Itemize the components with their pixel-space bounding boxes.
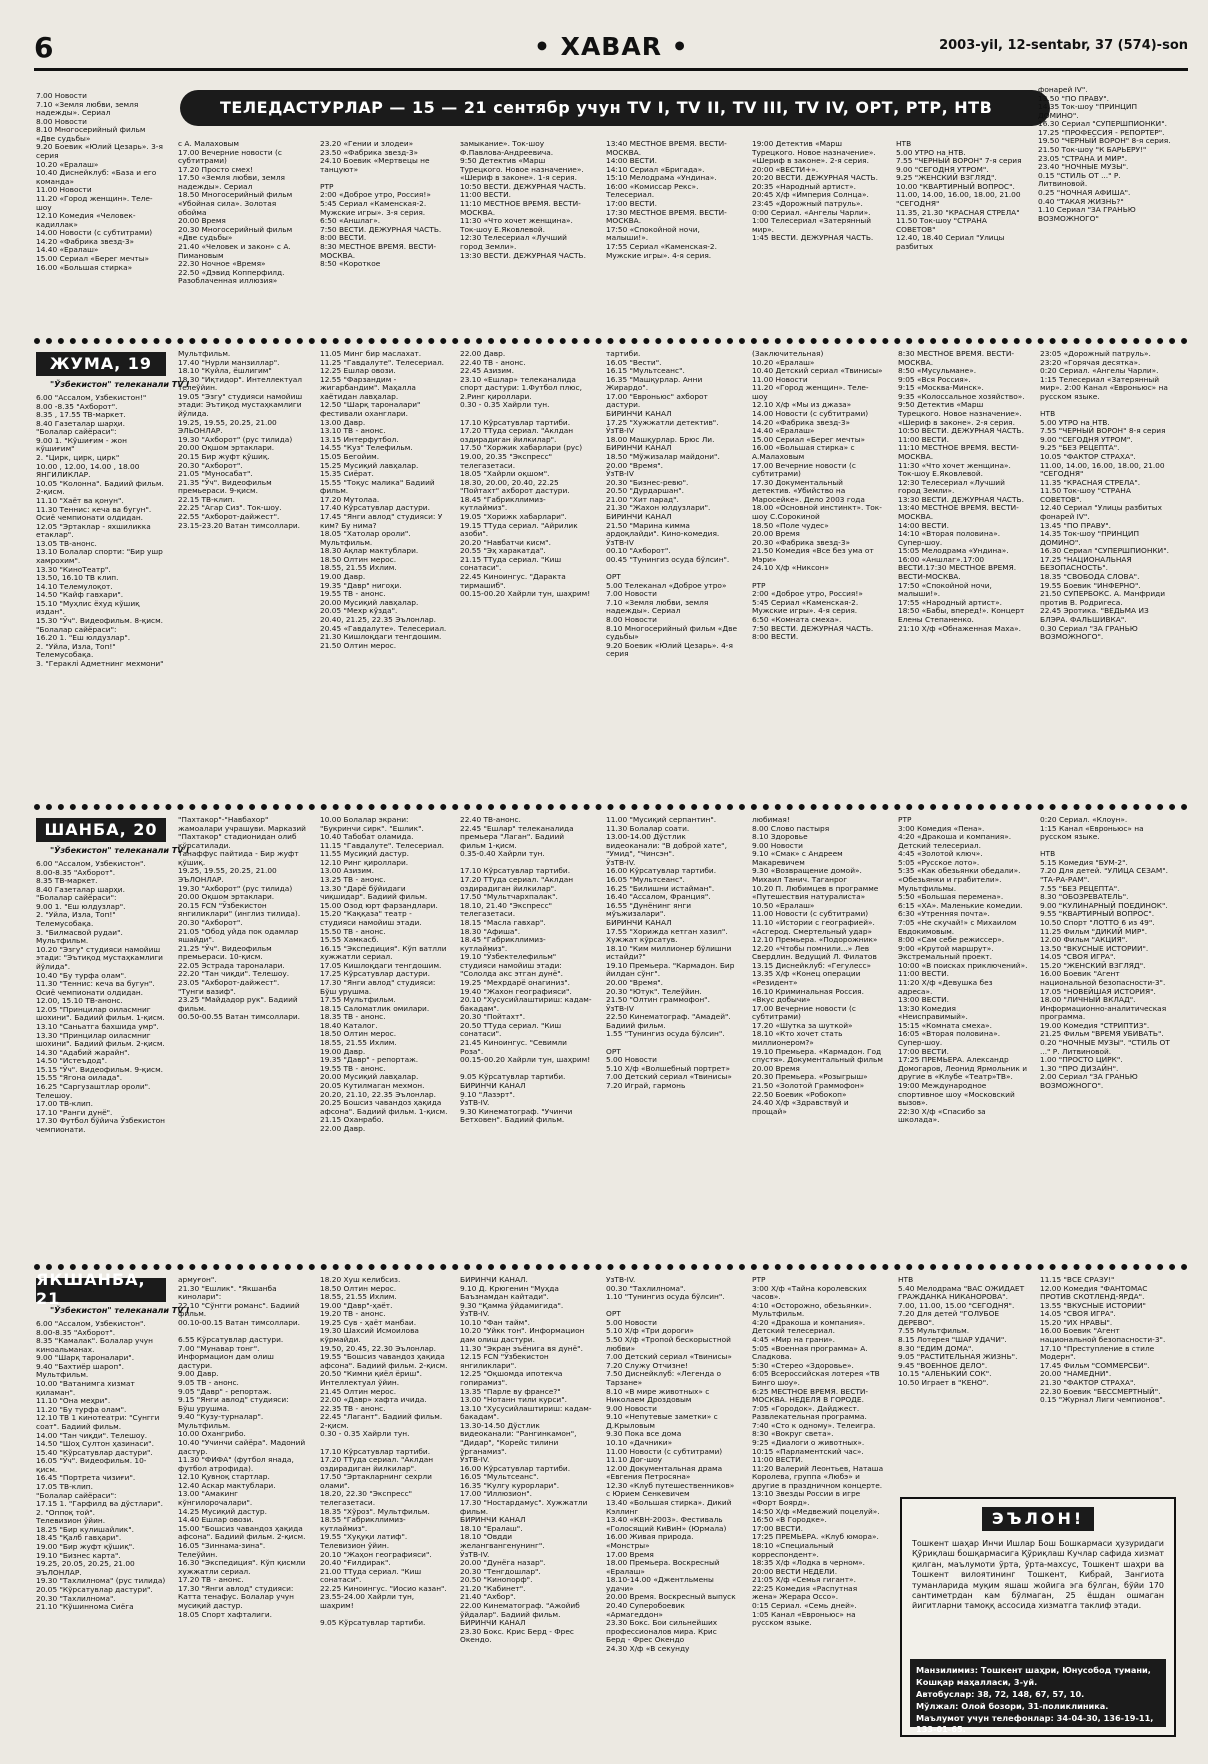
- sun-col-7: НТВ 5.40 Мелодрама "ВАС ОЖИДАЕТ ГРАЖДАНКА НИКАНОРОВА". 7.00, 11.00, 15.00 "СЕГОДНЯ". 7.20 Для детей "ГОЛУБОЕ ДЕРЕВО". 7.55 Мультфильм. 8.15 Лотерея "ШАР УДАЧИ". 8.30 "ЕДИМ ДОМА". 9.05 "РАСТИТЕЛЬНАЯ ЖИЗНЬ". 9.45 "ВОЕННОЕ ДЕЛО". 10.15 "АЛЕНЬКИЙ СОК". 10.50 Играет в "КЕНО".: [898, 1276, 1025, 1387]
- day-header-saturday: ШАНБА, 20: [36, 818, 166, 842]
- divider-friday: [34, 338, 1188, 344]
- announcement-bus: Автобуслар: 38, 72, 148, 67, 57, 10.: [916, 1688, 1085, 1699]
- channel-uz1-sunday: "Ўзбекистон" телеканали TV I: [50, 1306, 190, 1315]
- thu-col-1: 7.00 Новости 7.10 «Земля любви, земля надежды». Сериал 8.00 Новости 8.10 Многосерийный фильм «Две судьбы» 9.20 Боевик «Юлий Цезарь». 3-я серия 10.20 «Ералаш» 10.40 Диснейклуб: «База и его команда» 11.00 Новости 11.20 «Город женщин». Теле-шоу 12.10 Комедия «Человек-кадиллак» 14.00 Новости (с субтитрами) 14.20 «Фабрика звезд-3» 14.40 «Ералаш» 15.00 Сериал «Берег мечты» 16.00 «Большая стирка»: [36, 92, 163, 272]
- announcement-phones: 34-04-30, 136-19-11, 133-01-65.: [916, 1712, 1154, 1735]
- sun-col-5: ЎзТВ-IV. 00.30 "Тахлилнома". 1.10 "Тунингиз осуда бўлсин". ОРТ 5.00 Новости 5.10 Х/ф «Три дороги» 5.50 Х/ф «Тропой бескорыстной любви» 7.00 Детский сериал «Твинисы» 7.20 Служу Отчизне! 7.50 Диснейклуб: «Легенда о Тарзане» 8.10 «В мире животных» с Николаем Дроздовым 9.00 Новости 9.10 «Непутевые заметки» с Д.Крыловым 9.30 Пока все дома 10.10 «Дачники» 11.00 Новости (с субтитрами) 11.10 Дог-шоу 12.00 Документальная драма «Евгения Петросяна» 12.30 «Клуб путешественников» с Юрием Сенкевичем 13.40 «Большая стирка». Дикий Кэллинг 13.40 «КВН-2003». Фестиваль «Голосящий КиВиН» (Юрмала) 16.00 Живая природа. «Монстры» 17.00 Время 18.00 Премьера. Воскресный «Ералаш» 18.10-14.00 «Джентльмены удачи» 20.00 Время. Воскресный выпуск 20.40 Суперобоевик «Армагеддон» 23.30 Бокс. Бои сильнейших профессионалов мира. Крис Берд - Фрес Окендо 24.30 Х/ф «В секунду: [606, 1276, 736, 1653]
- announcement-title: ЭЪЛОН!: [982, 1507, 1094, 1531]
- schedule-banner: ТЕЛЕДАСТУРЛАР — 15 — 21 сентябр учун TV I, TV II, TV III, TV IV, ОРТ, РТР, НТВ: [180, 90, 1050, 126]
- announcement-phones-label: Маълумот учун телефонлар:: [916, 1712, 1054, 1723]
- channel-uz1-friday: "Ўзбекистон" телеканали TV I: [50, 380, 190, 389]
- thu-col-6: 19:00 Детектив «Марш Турецкого. Новое назначение». «Шериф в законе». 2-я серия. 20:00 «ВЕСТИ+». 20:20 ВЕСТИ. ДЕЖУРНАЯ ЧАСТЬ. 20:35 «Народный артист». 20:45 Х/ф «Империя Солнца». 23:45 «Дорожный патруль». 0:00 Сериал. «Ангелы Чарли». 1:00 Телесериал «Затерянный мир». 1:45 ВЕСТИ. ДЕЖУРНАЯ ЧАСТЬ.: [752, 140, 878, 243]
- divider-sunday: [34, 1264, 1188, 1270]
- sun-col-6: РТР 3:00 Х/ф «Тайна королевских часов». 4:10 «Осторожно, обезьянки». Мультфильм. 4:20 «Дракоша и компания». Детский телесериал. 4:45 «Мир на грани». 5:05 «Военная программа» А. Сладкова. 5:30 «Стерео «Здоровье». 6:05 Всероссийская лотерея «ТВ Бинго шоу». 6:25 МЕСТНОЕ ВРЕМЯ. ВЕСТИ-МОСКВА. НЕДЕЛЯ В ГОРОДЕ. 7:05 «Городок». Дайджест. Развлекательная программа. 7:40 «Сто к одному». Телеигра. 8:30 «Вокруг света». 9:25 «Диалоги о животных». 10:15 «Парламентский час». 11:00 ВЕСТИ. 11:20 Валерий Леонтьев, Наташа Королева, группа «Любэ» и другие в праздничном концерте. 13:10 Звезды России в игре «Форт Боярд». 14:50 Х/ф «Медвежий поцелуй». 16:50 «В Городке». 17:00 ВЕСТИ. 17:25 ПРЕМЬЕРА. «Клуб юмора». 18:10 «Специальный корреспондент». 18:35 Х/ф «Лодка в черном». 20:00 ВЕСТИ НЕДЕЛИ. 21:05 Х/ф «Семья гигант». 22:25 Комедия «Распутная жена» Жерара Оссо». 0:15 Сериал. «Семь дней». 1:05 Канал «Евроньюс» на русском языке.: [752, 1276, 884, 1628]
- divider-saturday: [34, 804, 1188, 810]
- sat-col-5: 11.00 "Мусиқий серпантин". 11.30 Болалар соати. 13.00-14.00 Дўстлик видеоканали: "В доброй хате", "Умид", "Чинсэн". ЎзТВ-IV. 16.00 Кўрсатувлар тартиби. 16.05 "Мультсеанс". 16.25 "Билишни истайман". 16.40 "Ассалом, Франция". 16.55 "Дунёнинг янги мўъжизалари". БИРИНЧИ КАНАЛ 17.55 "Хорижда кетган хазил". Хужжат кўрсатув. 18.10 "Ким миллионер бўлишни истайди?" 19.10 Премьера. "Кармадон. Бир йилдан сўнг". 20.00 "Время". 20.30 "Ютук". Телеўйин. 21.50 "Олтин граммофон". ЎзТВ-IV 22.50 Кинематограф. "Амадей". Бадиий фильм. 1.55 "Тунингиз осуда бўлсин". ОРТ 5.00 Новости 5.10 Х/ф «Волшебный портрет» 7.00 Детский сериал «Твинисы» 7.20 Играй, гармонь: [606, 816, 735, 1090]
- sun-col-2: армуғон". 21.30 "Ешлик". "Якшанба кинолари": 22.10 "Сўнгги романс". Бадиий фильм. 00.10-00.15 Ватан тимсоллари. 6.55 Кўрсатувлар дастури. 7.00 "Мунавар тонг". Информацион дам олиш дастури. 9.00 Давр. 9.05 ТВ - анонс. 9.05 "Давр" - репортаж. 9.15 "Янги авлод" студияси: Бўш урушма. 9.40 "Кузу-турналар". Мультфильм. 10.00 Охангрибо. 10.40 "Учинчи сайёра". Мадоний дастур. 11.30 "ФИФА" (футбол янада, футбол атрофида). 12.10 Қувноқ стартлар. 12.40 Аскар мактублари. 13.00 "Амакинг кўнгилорочалари". 14.25 Мусиқий дастур. 14.40 Ешлар овози. 15.00 "Бошсиз чавандоз ҳақида афсона". Бадиий фильм. 2-қисм. 16.05 "Зиннама-зина". Телеўйин. 16.30 "Экспедиция". Кўп қисмли хужжатли сериал. 17.20 ТВ - анонс. 17.30 "Янги авлод" студияси: Катта тенафус. Болалар учун мусиқий дастур. 18.05 Спорт хафталиги.: [178, 1276, 306, 1619]
- header-rule: [34, 68, 1188, 71]
- fri-col-1: 6.00 "Ассалом, Ўзбекистон!" 8.00 -8.35 "Ахборот". 8.35 , 17.55 ТВ-маркет. 8.40 Газеталар шарҳи. "Болалар сайёраси": 9.00 1. "Кўшиғим - жон кўшиғим" 2. "Цирк, цирк, цирк" 10.00 , 12.00, 14.00 , 18.00 ЯНГИЛИКЛАР. 10.05 "Колонна". Бадиий фильм. 2-қисм. 11.10 "Хаёт ва қонун". 11.30 Теннис: кеча ва бугун". Осиё чемпионати олдидан. 12.05 "Эртаклар - яхшиликка етаклар". 13.05 ТВ-анонс. 13.10 Болалар спорти: "Бир ушр хамрохим". 13.30 "КиноТеатр". 13.50, 16.10 ТВ клип. 14.10 Телемулоқот. 14.50 "Кайф гавхари". 15.10 "Муҳлис ёхуд кўшиқ издан". 15.30 "Ўч". Видеофильм. 8-қисм. "Болалар сайёраси": 16.20 1. "Еш юлдузлар". 2. "Уйла, Изла, Топ!" Телемусобақа. 3. "Гераклі Адметнинг мехмони": [36, 394, 164, 668]
- sat-col-6: любимая! 8.00 Слово пастыря 8.10 Здоровье 9.00 Новости 9.10 «Смак» с Андреем Макаревичем 9.30 «Возвращение домой». Михаил Танич. Таганрог 10.20 П. Любимцев в программе «Путешествия натуралиста» 10.50 «Ералаш» 11.00 Новости (с субтитрами) 11.10 «Истории с географией». «Асгерод. Смертельный удар» 12.10 Премьера. «Подорожник» 12.20 «Чтобы помнили...» Лев Свердлин. Ведущий Л. Филатов 13.15 Диснейклуб: «Гегулесс» 13.35 Х/ф «Конец операции «Резидент» 16.10 Криминальная Россия. «Вкус добычи» 17.00 Вечерние новости (с субтитрами) 17.20 «Шутка за шуткой» 18.10 «Кто хочет стать миллионером?» 19.10 Премьера. «Кармадон. Год спустя». Документальный фильм 20.00 Время 20.30 Премьера. «Розыгрыш» 21.50 «Золотой Граммофон» 22.50 Боевик «Робокоп» 24.40 Х/ф «Здравствуй и прощай»: [752, 816, 883, 1116]
- sat-col-3: 10.00 Болалар экрани: "Букринчи сирк". "Ешлик". 10.40 Табобат оламида. 11.15 "Гавдалуте". Телесериал. 11.55 Мусиқий дастур. 12.10 Ринг қироллари. 13.00 Азизим. 13.25 ТВ - анонс. 13.30 "Дарё бўйидаги чиқшидар". Бадиий фильм. 15.00 Озод юрт фарзандлари. 15.20 "Каққаза" театр - студияси намойиш этади. 15.50 ТВ - анонс. 15.55 Хамкасб. 16.15 "Экспедиция". Кўп ватлли хужжатли сериал. 17.05 Кишлоқдаги тенгдошим. 17.25 Кўрсатувлар дастури. 17.30 "Янги авлод" студияси: Бўш урушма. 17.55 Мультфильм. 18.15 Саломатлик омилари. 18.35 ТВ - анонс. 18.40 Каталог. 18.50 Олтин мерос. 18.55, 21.55 Ихлим. 19.00 Давр. 19.35 "Давр" - репортаж. 19.55 ТВ - анонс. 20.00 Мусиқий лавҳалар. 20.05 Кутилмаган мехмон. 20.20, 21.10, 22.35 Эълонлар. 20.25 Бошсиз чавандоз ҳақида афсона". Бадиий фильм. 1-қисм. 21.15 Оханрабо. 22.00 Давр.: [320, 816, 448, 1133]
- fri-col-4: 22.00 Давр. 22.40 ТВ - анонс. 22.45 Азизим. 23.10 «Ешлар» телеканалида спорт дастури: 1.Футбол плюс, 2.Ринг қироллари. 0.30 - 0.35 Хайрли тун. 17.10 Кўрсатувлар тартиби. 17.20 ТТуда сериал. "Аклдан оздирадиган йилкилар". 17.50 "Хоржик хабарлари (рус) 19.00, 20.35 "Экспресс" телегазетаси. 18.05 "Хайрли оқшом". 18.30, 20.00, 20.40, 22.25 "Пойтахт" ахборот дастури. 18.45 "Габрикллимиз-кутлаймиз". 19.05 "Хорижк хабарлари". 19.15 ТТуда сериал. "Айрилик азоби". 20.20 "Навбатчи кисм". 20.55 "Эҳ харакатда". 21.15 ТТуда сериал. "Киш сонатаси". 22.45 Киноингус. "Даракта тирмашиб". 00.15-00.20 Хайрли тун, шаҳрим!: [460, 350, 591, 599]
- page-header: [34, 30, 1188, 66]
- announcement-body: Тошкент шаҳар Инчи Ишлар Бош Бошкармаси ҳузуридаги Қўриқлаш бошқармасига Қўриқлаш Кучлар сафида хизмат қилган, маълумоти ўрта, ўрта-махсус, Тошкент шаҳри ва Тошкент вилоятининг Тошкент, Кибрай, Зангиота туманларида муқим яшаш жойига эга бўлган, бўйи 170 сантиметрдан кам бўлмаган, 25 ёшдан ошмаган йигитларни тамоққ ассосида хизматга таклиф этади.: [912, 1539, 1164, 1611]
- thu-col-5: 13:40 МЕСТНОЕ ВРЕМЯ. ВЕСТИ-МОСКВА. 14:00 ВЕСТИ. 14:10 Сериал «Бригада». 15:10 Мелодрама «Ундина». 16:00 «Комиссар Рекс». Телесериал. 17:00 ВЕСТИ. 17:30 МЕСТНОЕ ВРЕМЯ. ВЕСТИ-МОСКВА. 17:50 «Спокойной ночи, малыши!». 17:55 Сериал «Каменская-2. Мужские игры». 4-я серия.: [606, 140, 727, 260]
- fri-col-3: 11.05 Минг бир маслахат. 11.25 "Гавдалуте". Телесериал. 12.25 Ешлар овози. 12.55 "Фарзандим - жигарбандим". Маҳалла хаётидан лавҳалар. 12.50 "Шарқ тароналари" фестивали оханглари. 13.00 Давр. 13.10 ТВ - анонс. 13.15 Интерфутбол. 14.55 "Куз" Телефильм. 15.05 Бегойим. 15.25 Мусиқий лавҳалар. 15.35 Сиёрат. 15.55 "Тоқус малика" Бадиий фильм. 17.20 Мутолаа. 17.40 Кўрсатувлар дастури. 17.45 "Янги авлод" студияси: У ким? Бу нима? 18.05 "Хатолар ороли". Мультфильм. 18.30 Ақлар мактублари. 18.50 Олтин мерос. 18.55, 21.55 Ихлим. 19.00 Давр. 19.35 "Давр" нигоҳи. 19.55 ТВ - анонс. 20.00 Мусиқий лавҳалар. 20.05 "Мехр кўзда". 20.40, 21.25, 22.35 Эълонлар. 20.45 «Гавдалуте». Телесериал. 21.30 Кишлоқдаги тенгдошим. 21.50 Олтин мерос.: [320, 350, 447, 650]
- sat-col-1: 6.00 "Ассалом, Ўзбекистон". 8.00-8.35 "Ахборот". 8.35 ТВ-маркет. 8.40 Газеталар шарҳи. "Болалар сайёраси": 9.00 1. "Еш юлдузлар". 2. "Уйла, Изла, Топ!" Телемусобақа. 3. "Билмасвой рудаи". Мультфильм. 10.20 "Эзгу" студияси намойиш этади: "Эътиқод мустаҳкамлиги йўлида". 10.40 "Бу турфа олам". 11.30 "Теннис: кеча ва бугун". Осиё чемпионати олдидан. 12.00, 15.10 ТВ-анонс. 12.05 "Принцилар оилаcмниг шохини". Бадиий фильм. 1-қисм. 13.10 "Саньатга бахшида умр". 13.30 "Принцилар оилаcмниг шохини". Бадиий фильм. 2-қисм. 14.30 "Адабий жарайн". 14.50 "Истеъдод". 15.15 "Ўч". Видеофильм. 9-қисм. 15.55 "Ягона оилада". 16.25 "Саргузаштлар ороли". Телешоу. 17.00 ТВ-клип. 17.10 "Ранги дунё". 17.30 Футбол бўйича Ўзбекистон чемпионати.: [36, 860, 166, 1134]
- sat-col-2: "Пахтакор"-"Навбахор" жамоалари учрашуви. Марказий "Пахтакор" стадионидан олиб кўрсатилади. Танаффус пайтида - Бир жуфт қўшиқ. 19.25, 19.55, 20.25, 21.00 ЭЪЛОНЛАР. 19.30 "Ахборот" (рус тилида) 20.00 Оқшом эртаклари. 20.15 FCN "Ўзбекистон янгиликлари" (инглиз тилида). 20.30 "Ахборот". 21.05 "Обод уйда пок одамлар яшайди". 21.25 "Ўч". Видеофильм премьераси. 10-қисм. 22.05 Эстрада тароналари. 22.20 "Тан чиқди". Телешоу. 23.05 "Ахборот-дайжест". "Тунги вазиф". 23.25 "Майдадор рук". Бадиий фильм. 00.50-00.55 Ватан тимсоллари.: [178, 816, 306, 1022]
- issue-info: 2003-yil, 12-sentabr, 37 (574)-son: [939, 38, 1188, 53]
- fri-col-5: тартиби. 16.05 "Вести". 16.15 "Мультсеанс". 16.35 "Машқурлар. Анни Жирардо". 17.00 "Евроньюс" ахборот дастури. БИРИНЧИ КАНАЛ 17.25 "Хужжатли детектив". ЎзТВ-IV 18.00 Машқурлар. Брюс Ли. БИРИНЧИ КАНАЛ 18.50 "Мўжизалар майдони". 20.00 "Время". ЎзТВ-IV 20.30 "Бизнес-ревю". 20.50 "Дурдаршан". 21.00 "Хит парад". 21.30 "Жахон юлдузлари". БИРИНЧИ КАНАЛ 21.50 "Марина кимма ардоқлайди". Кино-комедия. ЎзТВ-IV 00.10 "Ахборот". 00.45 "Тунингиз осуда бўлсин". ОРТ 5.00 Телеканал «Доброе утро» 7.00 Новости 7.10 «Земля любви, земля надежды». Сериал 8.00 Новости 8.10 Многосерийный фильм «Две судьбы» 9.20 Боевик «Юлий Цезарь». 4-я серия: [606, 350, 737, 659]
- announcement-landmark: Мўлжал: Олой бозори, 31-поликлиника.: [916, 1700, 1109, 1711]
- sun-col-8: 11.15 "ВСЕ СРАЗУ!" 12.00 Комедия "ФАНТОМАС ПРОТИВ СКОТЛЕНД-ЯРДА". 13.55 "ВКУСНЫЕ ИСТОРИИ" 14.05 "СВОЯ ИГРА". 15.20 "ИХ НРАВЫ". 16.00 Боевик "Агент национальной безопасности-3". 17.10 "Преступление в стиле Модерн". 17.45 Фильм "СОММЕРСБИ". 20.00 "НАМЕДНИ". 21.30 "ФАКТОР СТРАХА". 22.30 Боевик "БЕССМЕРТНЫЙ". 0.15 "Журнал Лиги чемпионов".: [1040, 1276, 1166, 1405]
- page-number: 6: [34, 31, 54, 64]
- announcement-address: Манзилимиз: Тошкент шаҳри, Юнусобод тумани, Кошқар маҳалласи, 3-уй.: [916, 1665, 1151, 1687]
- masthead: • XABAR •: [534, 32, 689, 61]
- fri-col-6: (Заключительная) 10.20 «Ералаш» 10.40 Детский сериал «Твинисы» 11.00 Новости 11.20 «Город женщин». Теле-шоу 12.10 Х/ф «Мы из джаза» 14.00 Новости (с субтитрами) 14.20 «Фабрика звезд-3» 14.40 «Ералаш» 15.00 Сериал «Берег мечты» 16.00 «Большая стирка» с А.Малаховым 17.00 Вечерние новости (с субтитрами) 17.30 Документальный детектив. «Убийство на Маросейке». Дело 2003 года 18.00 «Основной инстинкт». Ток-шоу С.Сорокиной 18.50 «Поле чудес» 20.00 Время 20.30 «Фабрика звезд-3» 21.50 Комедия «Все без ума от Мэри» 24.10 Х/ф «Никсон» РТР 2:00 «Доброе утро, Россия!» 5:45 Сериал «Каменская-2. Мужские игры». 4-я серия. 6:50 «Комната смеха». 7:50 ВЕСТИ. ДЕЖУРНАЯ ЧАСТЬ. 8:00 ВЕСТИ.: [752, 350, 883, 642]
- thu-col-7: НТВ 5.00 УТРО на НТВ. 7.55 "ЧЕРНЫЙ ВОРОН" 7-я серия 9.00 "СЕГОДНЯ УТРОМ". 9.25 "ЖЕНСКИЙ ВЗГЛЯД". 10.00 "КВАРТИРНЫЙ ВОПРОС". 11.00, 14.00, 16.00, 18.00, 21.00 "СЕГОДНЯ" 11.35, 21.30 "КРАСНАЯ СТРЕЛА" 11.50 Ток-шоу "СТРАНА СОВЕТОВ" 12.40, 18.40 Сериал "Улицы разбитых: [896, 140, 1022, 251]
- channel-uz1-saturday: "Ўзбекистон" телеканали TV I: [50, 846, 190, 855]
- fri-col-8: 23:05 «Дорожный патруль». 23:20 «Горячая десятка». 0:20 Сериал. «Ангелы Чарли». 1:15 Телесериал «Затерянный мир». 2:00 Канал «Евроньюс» на русском языке. НТВ 5.00 УТРО на НТВ. 7.55 "ЧЕРНЫЙ ВОРОН" 8-я серия 9.00 "СЕГОДНЯ УТРОМ". 9.25 "БЕЗ РЕЦЕПТА". 10.05 "ФАКТОР СТРАХА". 11.00, 14.00, 16.00, 18.00, 21.00 "СЕГОДНЯ" 11.35 "КРАСНАЯ СТРЕЛА". 11.50 Ток-шоу "СТРАНА СОВЕТОВ". 12.40 Сериал "Улицы разбитых фонарей IV". 13.45 "ПО ПРАВУ". 14.35 Ток-шоу "ПРИНЦИП ДОМИНО". 16.30 Сериал "СУПЕРШПИОНКИ". 17.25 "НАЦИОНАЛЬНАЯ БЕЗОПАСНОСТЬ". 18.35 "СВОБОДА СЛОВА". 19.55 Боевик "ИНФЕРНО". 21.50 СУПЕРБОКС. А. Манфриди против В. Родригеса. 22.45 Эротика. "ВЕДЬМА ИЗ БЛЭРА. ФАЛЬШИВКА". 0.30 Сериал "ЗА ГРАНЬЮ ВОЗМОЖНОГО".: [1040, 350, 1169, 642]
- sat-col-4: 22.40 ТВ-анонс. 22.45 "Ешлар" телеканалида премьера "Лаган". Бадиий фильм 1-қисм. 0.35-0.40 Хайрли тун. 17.10 Кўрсатувлар тартиби. 17.20 ТТуда сериал. "Аклдан оздирадиган йилкилар". 17.50 "Мультчархпалак". 18.10, 21.40 "Экспресс" телегазетаси. 18.15 "Масла гавхар". 18.30 "Афиша". 18.45 "Габрикллимиз-кутлаймиз". 19.10 "Ўзбектелефильм" студияси намойиш этади: "Сололда акс этган дунё". 19.25 "Мехрдарё онагиниз". 19.40 "Жахон географияси". 20.10 "Хусусийлаштириш: кадам-бакадам". 20.30 "Пойтахт". 20.50 ТТуда сериал. "Киш сонатаси". 21.45 Киноингус. "Севимли Роза". 00.15-00.20 Хайрли тун, шаҳрим! 9.05 Кўрсатувлар тартиби. БИРИНЧИ КАНАЛ 9.10 "Лазэрт". ЎзТВ-IV. 9.30 Кинематограф. "Учинчи Бетховен". Бадиий фильм.: [460, 816, 592, 1125]
- thu-col-2: с А. Малаховым 17.00 Вечерние новости (с субтитрами) 17.20 Просто смех! 17.50 «Земля любви, земля надежды». Сериал 18.50 Многосерийный фильм «Убойная сила». Золотая обойма 20.00 Время 20.30 Многосерийный фильм «Две судьбы» 21.40 «Человек и закон» с А. Пимановым 22.30 Ночное «Время» 22.50 «Дэвид Копперфилд. Разоблаченная иллюзия»: [178, 140, 293, 286]
- sun-col-3: 18.20 Хуш келибсиз. 18.50 Олтин мерос. 18.55, 21.55 Ихлим. 19.00 "Давр"-ҳаёт. 19.20 ТВ - анонс. 19.25 Сув - ҳаёт манбаи. 19.30 Шахсий Исмоилова кўрмайди. 19.50, 20.45, 22.30 Эълонлар. 19.55 "Бошсиз чавандоз ҳақида афсона". Бадиий фильм. 2-қисм. 20.50 "Кимни қиёл ёриш". Интеллектуал ўйин. 21.45 Олтин мерос. 22.00 «Давр» хафта ичида. 22.35 ТВ - анонс. 22.45 "Лагант". Бадиий фильм. 2-қисм. 0.30 - 0.35 Хайрли тун. 17.10 Кўрсатувлар тартиби. 17.20 ТТуда сериал. "Аклдан оздирадиган йилкилар". 17.50 "Эртакларнинг сехрли олами". 18.20, 22.30 "Экспресс" телегазетаси. 18.35 "Хўроз". Мультфильм. 18.55 "Габрикллимиз-кутлаймиз". 19.55 "Хуқуқи латиф". Телевизион ўйин. 20.10 "Жаҳон географияси". 20.40 "Ғилдирак". 21.00 ТТуда сериал. "Киш сонатаси". 22.25 Киноингус. "Иосио казан". 23.55-24.00 Хайрли тун, шаҳрим! 9.05 Кўрсатувлар тартиби.: [320, 1276, 448, 1628]
- sat-col-7: РТР 3:00 Комедия «Пена». 4:20 «Дракоша и компания». Детский телесериал. 4:45 «Золотой ключ». 5:05 «Русское лото». 5:35 «Как обезьянки обедали». «Обезьянки и грабители». Мультфильмы. 5:50 «Большая перемена». 6:15 «ХА». Маленькие комедии. 6:30 «Утренняя почта». 7:05 «Не скучай!» с Михаилом Евдокимовым. 8:00 «Сам себе режиссер». 9:00 «Крутой маршрут». Экстремальный проект. 10:00 «В поисках приключений». 11:00 ВЕСТИ. 11:20 Х/ф «Девушка без адреса». 13:00 ВЕСТИ. 13:30 Комедия «Неисправимый». 15:15 «Комната смеха». 16:05 «Вторая половина». Супер-шоу. 17:00 ВЕСТИ. 17:25 ПРЕМЬЕРА. Александр Домогаров, Леонид Ярмольник и другие в «Клубе «Театр»ТВ». 19:00 Международное спортивное шоу «Московский вызов». 22:30 Х/ф «Спасибо за школада».: [898, 816, 1028, 1125]
- sat-col-8: 0:20 Сериал. «Клоун». 1:15 Канал «Евроньюс» на русском языке. НТВ 5.15 Комедия "БУМ-2". 7.20 Для детей. "УЛИЦА СЕЗАМ". "ТА-РА-РАМ". 7.55 "БЕЗ РЕЦЕПТА". 8.30 "ОБОЗРЕВАТЕЛЬ". 9.00 "КУЛИНАРНЫЙ ПОЕДИНОК". 9.55 "КВАРТИРНЫЙ ВОПРОС". 10.50 Спорт "ЛОТТО 6 из 49". 11.25 Фильм "ДИКИЙ МИР". 12.00 Фильм "АКЦИЯ". 13.50 "ВКУСНЫЕ ИСТОРИИ". 14.05 "СВОЯ ИГРА". 15.20 "ЖЕНСКИЙ ВЗГЛЯД". 16.00 Боевик "Агент национальной безопасности-3". 17.05 "НОВЕЙШАЯ ИСТОРИЯ". 18.00 "ЛИЧНЫЙ ВКЛАД". Информационно-аналитическая программа. 19.00 Комедия "СТРИПТИЗ". 21.25 Фильм "ВРЕМЯ УБИВАТЬ". 0.20 "НОЧНЫЕ МУЗЫ". "СТИЛЬ ОТ ..." Р. Литвиновой. 1.00 "ПРОСТО ЦИРК". 1.30 "ПРО ДИЗАЙН". 2.00 Сериал "ЗА ГРАНЬЮ ВОЗМОЖНОГО".: [1040, 816, 1170, 1090]
- sun-col-4: БИРИНЧИ КАНАЛ. 9.10 Д. Крюгенин "Муҳда Баъзнамдан кайтади". 9.30 "Қамма ўйдамигида". ЎзТВ-IV. 10.10 "Фан тайм". 10.20 "Уйкк тон". Информацион дам олиш дастури. 11.30 "Экран эъёнига вя дунё". 12.15 FCN "Ўзбекистон янгиликлари". 12.25 "Оқшомда ипотекча гопирамиз". 13.35 "Парле ву франсе?" 13.00 "Нотанн тили курси". 13.10 "Хусусийлаштириш: кадам-бакадам". 13.30-14.50 Дўстлик видеоканали: "Рангинкамон", "Дидар", "Корейс тилини ўрганамиз". ЎзТВ-IV. 16.00 Кўрсатувлар тартиби. 16.05 "Мультсеанс". 16.35 "Кулгу курорлари". 17.00 "Иллюзион". 17.30 "Ностардамус". Хужжатли фильм. БИРИНЧИ КАНАЛ 18.10 "Ералаш". 18.10 "Овдди желангвангенунинг". ЎзТВ-IV. 20.00 "Дунёга назар". 20.30 "Тенгдошлар". 20.50 "Кинопорф". 21.20 "Кабинет". 21.40 "Ахбор". 22.00 Кинематограф. "Ажойиб ўйдалар". Бадиий фильм. БИРИНЧИ КАНАЛ 23.30 Бокс. Крис Берд - Фрес Окендо.: [460, 1276, 592, 1645]
- fri-col-2: Мультфильм. 17.40 "Нурли манзиллар". 18.10 "Куйла, ёшлигим" 18.30 "Иқтидор". Интеллектуал телеўйин. 19.05 "Эзгу" студияси намойиш этади: Эътиқод мустаҳкамлиги йўлида. 19.25, 19.55, 20.25, 21.00 ЭЛЬОНЛАР. 19.30 "Ахборот" (рус тилида) 20.00 Оқшом эртаклари. 20.15 Бир жуфт қўшиқ. 20.30 "Ахборот". 21.05 "Муносабат". 21.35 "Ўч". Видеофильм премьераси. 9-қисм. 22.15 ТВ-клип. 22.25 "Агар Сиз". Ток-шоу. 22.55 "Ахборот-дайжест". 23.15-23.20 Ватан тимсоллари.: [178, 350, 303, 530]
- day-header-friday: ЖУМА, 19: [36, 352, 166, 376]
- announcement-box: [900, 1497, 1176, 1737]
- day-header-sunday: ЯКШАНБА, 21: [36, 1278, 166, 1302]
- sun-col-1: 6.00 "Ассалом, Ўзбекистон". 8.00-8.35 "Ахборот". 8.35 "Камалак". Болалар учун киноальманах. 9.00 "Шарқ тароналари". 9.40 "Бахтиёр шароп". Мультфильм. 10.00 "Ватанимга хизмат қиламан". 11.10 "Она меҳри". 11.20 "Бу турфа олам". 12.10 ТВ 1 кинотеатри: "Сунгги соат". Бадиий фильм. 14.00 "Тан чиқди". Телешоу. 14.50 "Шоҳ Султон ҳазинаси". 15.40 "Кўрсатувлар дастури". 16.05 "Ўч". Видеофильм. 10-қисм. 16.45 "Портрета чизиғи". 17.05 ТВ-клип. "Болалар сайёраси": 17.15 1. "Гарфилд ва дўстлари". 2. "Оппоқ той". Телевизион ўйин. 18.25 "Бир кулишайлик". 18.45 "Қалб гавҳари". 19.00 "Бир жуфт қўшиқ". 19.10 "Бизнес карта". 19.25, 20.05, 20.25, 21.00 ЭЪЛОНЛАР. 19.30 "Тахлилнома" (рус тилида) 20.05 "Кўрсатувлар дастури". 20.30 "Тахлилнома". 21.10 "Кўшиннома Сиёга: [36, 1320, 166, 1612]
- thu-col-8: фонарей IV". 13.50 "ПО ПРАВУ". 14.35 Ток-шоу "ПРИНЦИП ДОМИНО". 16.30 Сериал "СУПЕРШПИОНКИ". 17.25 "ПРОФЕССИЯ - РЕПОРТЕР". 19.50 "ЧЕРНЫЙ ВОРОН" 8-я серия. 21.50 Ток-шоу "К БАРЬЕРУ!" 23.05 "СТРАНА И МИР". 23.40 "НОЧНЫЕ МУЗЫ". 0.15 "СТИЛЬ ОТ ..." Р. Литвиновой. 0.25 "НОЧНАЯ АФИША". 0.40 "ТАКАЯ ЖИЗНЬ?" 1.10 Сериал "ЗА ГРАНЬЮ ВОЗМОЖНОГО": [1038, 86, 1171, 223]
- thu-col-3: 23.20 «Гении и злодеи» 23.50 «Фабрика звезд-3» 24.10 Боевик «Мертвецы не танцуют» РТР 2:00 «Доброе утро, Россия!» 5:45 Сериал «Каменская-2. Мужские игры». 3-я серия. 6:50 «Аншлаг». 7:50 ВЕСТИ. ДЕЖУРНАЯ ЧАСТЬ. 8:00 ВЕСТИ. 8:30 МЕСТНОЕ ВРЕМЯ. ВЕСТИ-МОСКВА. 8:50 «Короткое: [320, 140, 442, 269]
- fri-col-7: 8:30 МЕСТНОЕ ВРЕМЯ. ВЕСТИ-МОСКВА. 8:50 «Мусульмане». 9:05 «Вся Россия». 9:15 «Москва-Минск». 9:35 «Колоссальное хозяйство». 9:50 Детектив «Марш Турецкого. Новое назначение». «Шериф в законе». 2-я серия. 10:50 ВЕСТИ. ДЕЖУРНАЯ ЧАСТЬ. 11:00 ВЕСТИ. 11:10 МЕСТНОЕ ВРЕМЯ. ВЕСТИ-МОСКВА. 11:30 «Что хочет женщина». Ток-шоу Е.Яковлевой. 12:30 Телесериал «Лучший город Земли». 13:30 ВЕСТИ. ДЕЖУРНАЯ ЧАСТЬ. 13:40 МЕСТНОЕ ВРЕМЯ. ВЕСТИ-МОСКВА. 14:00 ВЕСТИ. 14:10 «Вторая половина». Супер-шоу. 15:05 Мелодрама «Ундина». 16:00 «Аншлаг».17:00 ВЕСТИ.17:30 МЕСТНОЕ ВРЕМЯ. ВЕСТИ-МОСКВА. 17:50 «Спокойной ночи, малыши!». 17:55 «Народный артист». 18:50 «Бабы, вперед!». Концерт Елены Степаненко. 21:10 Х/ф «Обнаженная Маха».: [898, 350, 1025, 633]
- thu-col-4: замыкание». Ток-шоу Ф.Павлова-Андреевича. 9:50 Детектив «Марш Турецкого. Новое назначение». «Шериф в законе». 1-я серия. 10:50 ВЕСТИ. ДЕЖУРНАЯ ЧАСТЬ. 11:00 ВЕСТИ. 11:10 МЕСТНОЕ ВРЕМЯ. ВЕСТИ-МОСКВА. 11:30 «Что хочет женщина». Ток-шоу Е.Яковлевой. 12:30 Телесериал «Лучший город Земли». 13:30 ВЕСТИ. ДЕЖУРНАЯ ЧАСТЬ.: [460, 140, 586, 260]
- announcement-contacts: [910, 1659, 1166, 1735]
